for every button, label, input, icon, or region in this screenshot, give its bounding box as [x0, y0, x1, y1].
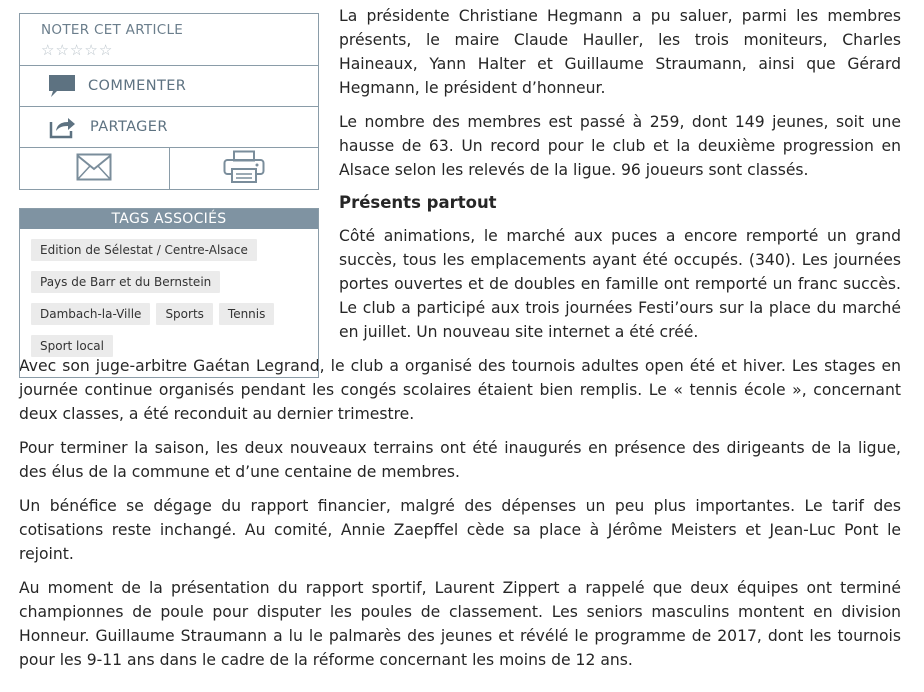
related-tags: [19, 208, 319, 378]
envelope-icon: [76, 153, 112, 185]
rating-section: [20, 14, 318, 66]
paragraph: La présidente Christiane Hegmann a pu saluer, parmi les membres présents, le maire Claude Hauller, les trois moniteurs, Charles Haineaux, Yann Halter et Guillaume Straumann, ainsi que Gérard Hegmann, le président d’honneur.: [339, 7, 901, 97]
star-icon[interactable]: ☆: [69, 41, 85, 59]
paragraph: Le nombre des membres est passé à 259, dont 149 jeunes, soit une hausse de 63. Un record pour le club et la deuxième progression en Alsace selon les relevés de la ligue. 96 joueurs sont classés.: [339, 113, 901, 179]
rating-label: NOTER CET ARTICLE: [41, 22, 184, 38]
paragraph: Au moment de la présentation du rapport sportif, Laurent Zippert a rappelé que deux équipes ont terminé championnes de poule pour disputer les poules de classement. Les seniors masculins montent en division Honneur. Guillaume Straumann a lu le palmarès des jeunes et révélé le programme de 2017, dont les tournois pour les 9-11 ans dans le cadre de la réforme concernant les moins de 12 ans.: [19, 579, 901, 669]
speech-bubble-icon: [38, 73, 86, 99]
printer-icon: [223, 150, 265, 188]
tags-header: TAGS ASSOCIÉS: [20, 209, 318, 229]
paragraph: Un bénéfice se dégage du rapport financier, malgré des dépenses un peu plus importantes. Le tarif des cotisations reste inchangé. Au comité, Annie Zaepffel cède sa place à Jérôme Meisters et Jean-Luc Pont le rejoint.: [19, 497, 901, 563]
share-actions: [20, 148, 318, 189]
comment-label: COMMENTER: [88, 78, 187, 94]
comment-button[interactable]: [20, 66, 318, 107]
tools-box: [19, 13, 319, 190]
star-icon[interactable]: ☆: [98, 41, 114, 59]
tag-link[interactable]: Tennis: [219, 303, 274, 325]
share-button[interactable]: [20, 107, 318, 148]
paragraph: Pour terminer la saison, les deux nouveaux terrains ont été inaugurés en présence des dirigeants de la ligue, des élus de la commune et d’une centaine de membres.: [19, 439, 901, 481]
paragraph: Côté animations, le marché aux puces a encore remporté un grand succès, tous les emplacements ayant été occupés. (340). Les journées portes ouvertes et de doubles en famille ont remporté un franc succès. Le club a participé aux trois journées Festi’ours sur la place du marché en juillet. Un nouveau site internet a été créé.: [339, 227, 901, 341]
tag-list: [20, 229, 318, 367]
star-icon[interactable]: ☆: [84, 41, 99, 59]
tag-link[interactable]: Pays de Barr et du Bernstein: [31, 271, 220, 293]
star-icon[interactable]: ☆: [41, 41, 56, 59]
print-button[interactable]: [169, 148, 319, 189]
email-button[interactable]: [20, 148, 169, 189]
tag-link[interactable]: Edition de Sélestat / Centre-Alsace: [31, 239, 257, 261]
share-label: PARTAGER: [90, 119, 168, 135]
section-heading: Présents partout: [339, 193, 497, 212]
article-tools: [19, 13, 319, 190]
star-rating[interactable]: [41, 41, 318, 59]
share-arrow-icon: [38, 114, 86, 140]
tag-link[interactable]: Sport local: [31, 335, 113, 357]
tag-link[interactable]: Dambach-la-Ville: [31, 303, 150, 325]
star-icon[interactable]: ☆: [55, 41, 70, 59]
tag-link[interactable]: Sports: [156, 303, 212, 325]
paragraph: Avec son juge-arbitre Gaétan Legrand, le club a organisé des tournois adultes open été et hiver. Les stages en journée continue organisés pendant les congés scolaires étaient bien remplis. Le « tennis école », concernant deux classes, a été reconduit au dernier trimestre.: [19, 357, 901, 423]
